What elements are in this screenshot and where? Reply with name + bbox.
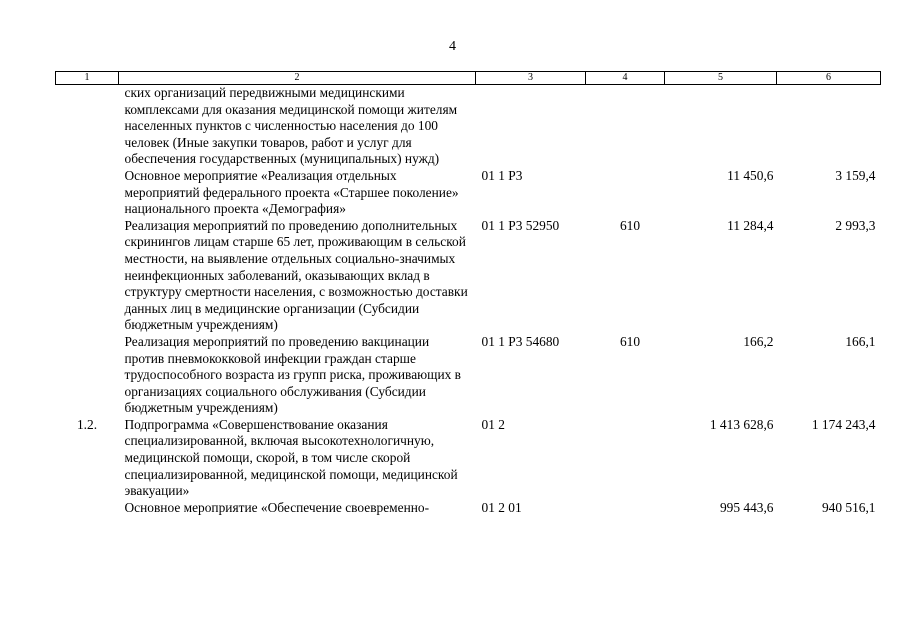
row-amount-col6: 2 993,3	[835, 217, 876, 233]
row-amount-col6: 940 516,1	[821, 499, 876, 515]
row-amount-col5: 11 284,4	[727, 217, 774, 233]
row-code: 01 2	[481, 416, 505, 432]
row-number	[56, 85, 119, 168]
row-description: Основное мероприятие «Обеспечение своевременно-	[124, 499, 430, 515]
table-row	[56, 334, 881, 417]
row-number	[56, 500, 119, 517]
row-amount-col5: 166,2	[743, 333, 774, 349]
row-number: 1.2.	[76, 416, 98, 432]
row-expense-type: 610	[619, 217, 641, 233]
row-expense-type	[586, 500, 665, 517]
row-amount-col6: 3 159,4	[835, 167, 876, 183]
row-number	[56, 168, 119, 218]
table-row	[56, 417, 881, 500]
column-header-5: 5	[665, 72, 777, 85]
row-amount-col5: 995 443,6	[719, 499, 774, 515]
row-amount-col5	[665, 85, 777, 168]
row-expense-type	[586, 85, 665, 168]
row-expense-type	[586, 417, 665, 500]
table-row	[56, 218, 881, 334]
row-number	[56, 218, 119, 334]
column-header-3: 3	[476, 72, 586, 85]
table-header	[56, 72, 881, 85]
row-amount-col5: 11 450,6	[727, 167, 774, 183]
page-number: 4	[449, 39, 456, 54]
row-expense-type: 610	[619, 333, 641, 349]
row-code	[476, 85, 586, 168]
table-row	[56, 168, 881, 218]
row-code: 01 1 P3	[481, 167, 523, 183]
table-row	[56, 85, 881, 168]
row-description: Реализация мероприятий по проведению дополнительных скринингов лицам старше 65 лет, проживающим в сельской местности, на выявление отдельных социально-значимых неинфекционных заболеваний, оказывающих вклад в структуру смертности населения, с возможностью доставки данных лиц в медицинские организации (Субсидии бюджетным учреждениям)	[124, 217, 468, 333]
row-description: Подпрограмма «Совершенствование оказания специализированной, включая высокотехнологичную, медицинской помощи, скорой, в том числе скорой специализированной, медицинской помощи, медицинской эвакуации»	[124, 416, 458, 499]
row-code: 01 1 P3 54680	[481, 333, 560, 349]
row-code: 01 2 01	[481, 499, 522, 515]
row-amount-col5: 1 413 628,6	[709, 416, 774, 432]
table-body	[56, 85, 881, 517]
column-header-1: 1	[56, 72, 119, 85]
column-header-2: 2	[119, 72, 476, 85]
row-description: Основное мероприятие «Реализация отдельных мероприятий федерального проекта «Старшее поколение» национального проекта «Демография»	[124, 167, 459, 217]
row-number	[56, 334, 119, 417]
row-description: Реализация мероприятий по проведению вакцинации против пневмококковой инфекции граждан старше трудоспособного возраста из групп риска, проживающих в организациях социального обслуживания (Субсидии бюджетным учреждениям)	[124, 333, 461, 416]
budget-table	[55, 71, 881, 516]
row-amount-col6: 166,1	[845, 333, 876, 349]
column-header-4: 4	[586, 72, 665, 85]
column-header-6: 6	[777, 72, 881, 85]
row-code: 01 1 P3 52950	[481, 217, 560, 233]
row-expense-type	[586, 168, 665, 218]
table-row	[56, 500, 881, 517]
row-amount-col6: 1 174 243,4	[811, 416, 876, 432]
row-amount-col6	[777, 85, 881, 168]
header-row	[56, 72, 881, 85]
row-description: ских организаций передвижными медицинскими комплексами для оказания медицинской помощи жителям населенных пунктов с численностью населения до 100 человек (Иные закупки товаров, работ и услуг для обеспечения государственных (муниципальных) нужд)	[124, 85, 458, 167]
